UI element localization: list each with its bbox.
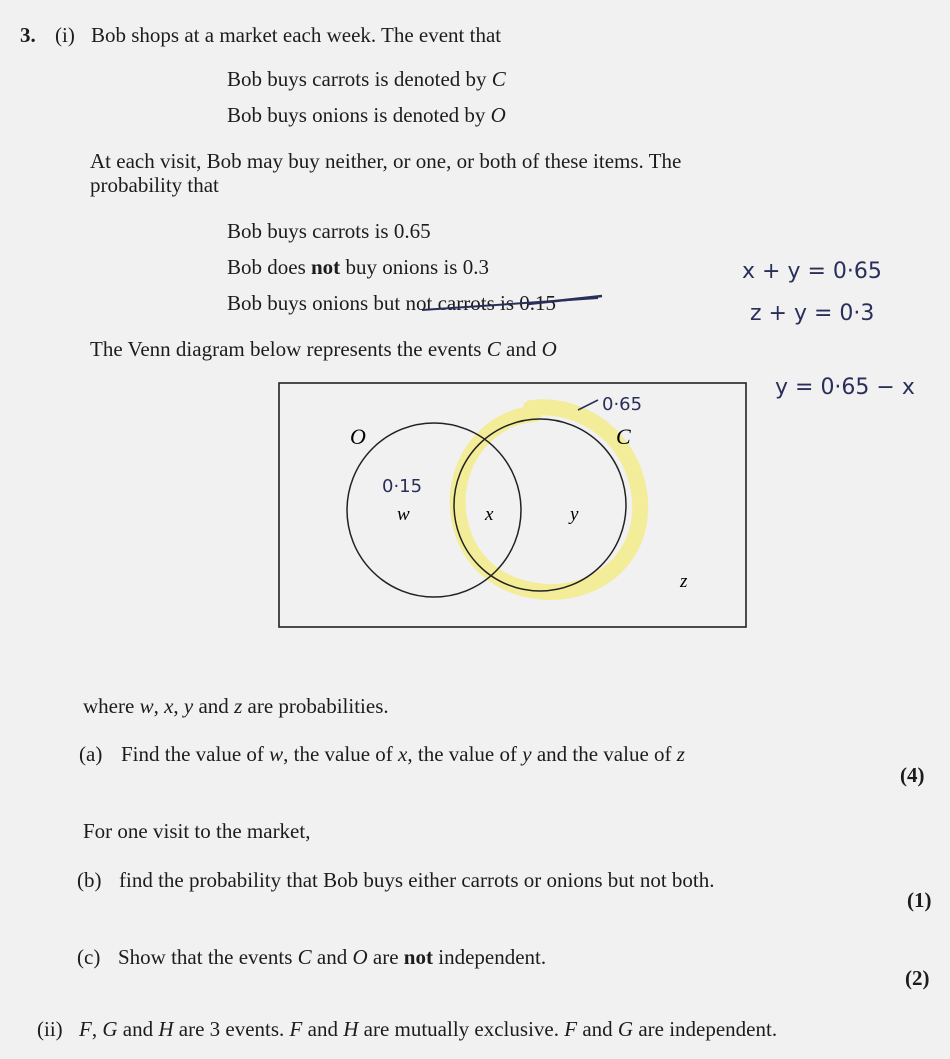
handwritten-eq3: y = 0·65 − x [775,375,915,400]
part-a-text: Find the value of w, the value of x, the value of y and the value of z [121,742,685,766]
venn-annot-065: 0·65 [602,394,643,415]
venn-diagram [278,382,748,632]
venn-y: y [570,504,579,525]
venn-intro: The Venn diagram below represents the events C and O [90,337,557,361]
visit-line-2: probability that [90,173,219,197]
venn-label-c: C [616,424,631,449]
intro-text: Bob shops at a market each week. The event that [91,23,502,47]
part-c-text: Show that the events C and O are not independent. [118,945,547,969]
part-b-label: (b) [77,868,102,892]
where-line: where w, x, y and z are probabilities. [83,694,389,718]
venn-annot-015: 0·15 [382,476,423,497]
part-ii-label: (ii) [37,1017,63,1041]
part-c-label: (c) [77,945,101,969]
prob-not-onions: Bob does not buy onions is 0.3 [227,255,489,279]
part-c-marks: (2) [905,966,930,990]
handwritten-eq1: x + y = 0·65 [742,259,882,284]
definition-onions: Bob buys onions is denoted by O [227,103,506,127]
part-i-label: (i) [55,23,75,47]
definition-carrots: Bob buys carrots is denoted by C [227,67,506,91]
part-ii-text: F, G and H are 3 events. F and H are mutually exclusive. F and G are independent. [79,1017,778,1041]
venn-x: x [485,504,494,525]
venn-label-o: O [350,424,366,449]
part-b-marks: (1) [907,888,932,912]
one-visit-text: For one visit to the market, [83,819,311,843]
part-b-text: find the probability that Bob buys either carrots or onions but not both. [119,868,715,892]
part-a-marks: (4) [900,763,925,787]
visit-line-1: At each visit, Bob may buy neither, or one, or both of these items. The [90,149,682,173]
prob-onions-not-carrots: Bob buys onions but not carrots is 0.15 [227,291,557,315]
highlighter-stroke [458,407,641,592]
venn-w: w [397,504,410,525]
handwritten-eq2: z + y = 0·3 [750,301,875,326]
venn-z: z [680,571,688,592]
handwritten-pointer [578,400,598,410]
part-a-label: (a) [79,742,103,766]
prob-carrots: Bob buys carrots is 0.65 [227,219,431,243]
question-number: 3. [20,23,36,47]
